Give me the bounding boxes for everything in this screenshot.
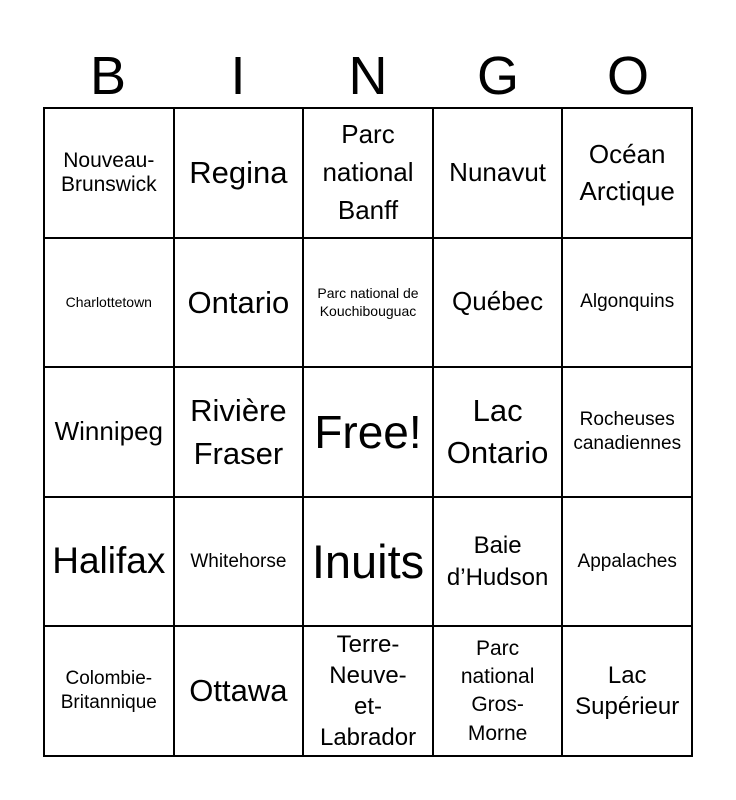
bingo-cell[interactable] [304, 109, 434, 239]
header-letter-i: I [230, 46, 246, 106]
cell-text: Nunavut [449, 156, 547, 187]
bingo-cell[interactable] [563, 239, 693, 369]
bingo-card [43, 107, 693, 757]
cell-text: Rocheuses canadiennes [573, 409, 682, 454]
cell-text: Parc national Banff [322, 119, 414, 225]
cell-text: Colombie-Britannique [60, 667, 157, 714]
cell-text: Ontario [187, 284, 290, 320]
bingo-cell[interactable] [45, 498, 175, 628]
cell-text: Halifax [52, 540, 166, 582]
bingo-cell[interactable] [304, 239, 434, 369]
bingo-cell[interactable] [304, 498, 434, 628]
bingo-cell[interactable] [563, 368, 693, 498]
header-letter-n: N [348, 46, 388, 106]
cell-text: Lac Supérieur [575, 662, 680, 721]
bingo-cell[interactable] [175, 498, 305, 628]
bingo-cell[interactable] [175, 239, 305, 369]
bingo-cell[interactable] [434, 109, 564, 239]
bingo-cell[interactable] [175, 368, 305, 498]
cell-text: Océan Arctique [579, 139, 675, 206]
cell-text: Algonquins [580, 291, 675, 313]
cell-text: Whitehorse [190, 550, 287, 572]
cell-text: Inuits [311, 534, 425, 588]
cell-text: Regina [189, 154, 288, 190]
bingo-cell[interactable] [563, 109, 693, 239]
cell-text: Charlottetown [65, 294, 152, 311]
bingo-cell[interactable] [563, 627, 693, 757]
bingo-cell[interactable] [45, 239, 175, 369]
bingo-cell[interactable] [563, 498, 693, 628]
cell-text: Baie d’Hudson [446, 532, 549, 591]
cell-text: Rivière Fraser [190, 392, 287, 471]
cell-text: Winnipeg [54, 416, 163, 447]
cell-text: Terre-Neuve-et-Labrador [319, 630, 417, 752]
header-letter-g: G [476, 46, 519, 106]
bingo-cell[interactable] [434, 498, 564, 628]
cell-text: Ottawa [189, 673, 288, 709]
bingo-cell[interactable] [45, 368, 175, 498]
header-letter-o: O [606, 46, 649, 106]
cell-text: Nouveau-Brunswick [60, 148, 157, 196]
bingo-cell[interactable] [304, 627, 434, 757]
cell-text: Appalaches [577, 550, 677, 572]
bingo-cell[interactable] [45, 109, 175, 239]
cell-text: Parc national de Kouchibouguac [317, 284, 419, 320]
free-space-cell[interactable] [304, 368, 434, 498]
bingo-cell[interactable] [175, 627, 305, 757]
bingo-cell[interactable] [175, 109, 305, 239]
bingo-cell[interactable] [45, 627, 175, 757]
cell-text: Parc national Gros-Morne [460, 636, 535, 745]
bingo-cell[interactable] [434, 368, 564, 498]
header-letter-b: B [89, 46, 127, 106]
bingo-cell[interactable] [434, 239, 564, 369]
cell-text: Lac Ontario [446, 393, 549, 470]
bingo-cell[interactable] [434, 627, 564, 757]
free-space-text: Free! [314, 405, 422, 458]
bingo-header [43, 45, 693, 107]
cell-text: Québec [452, 286, 544, 317]
